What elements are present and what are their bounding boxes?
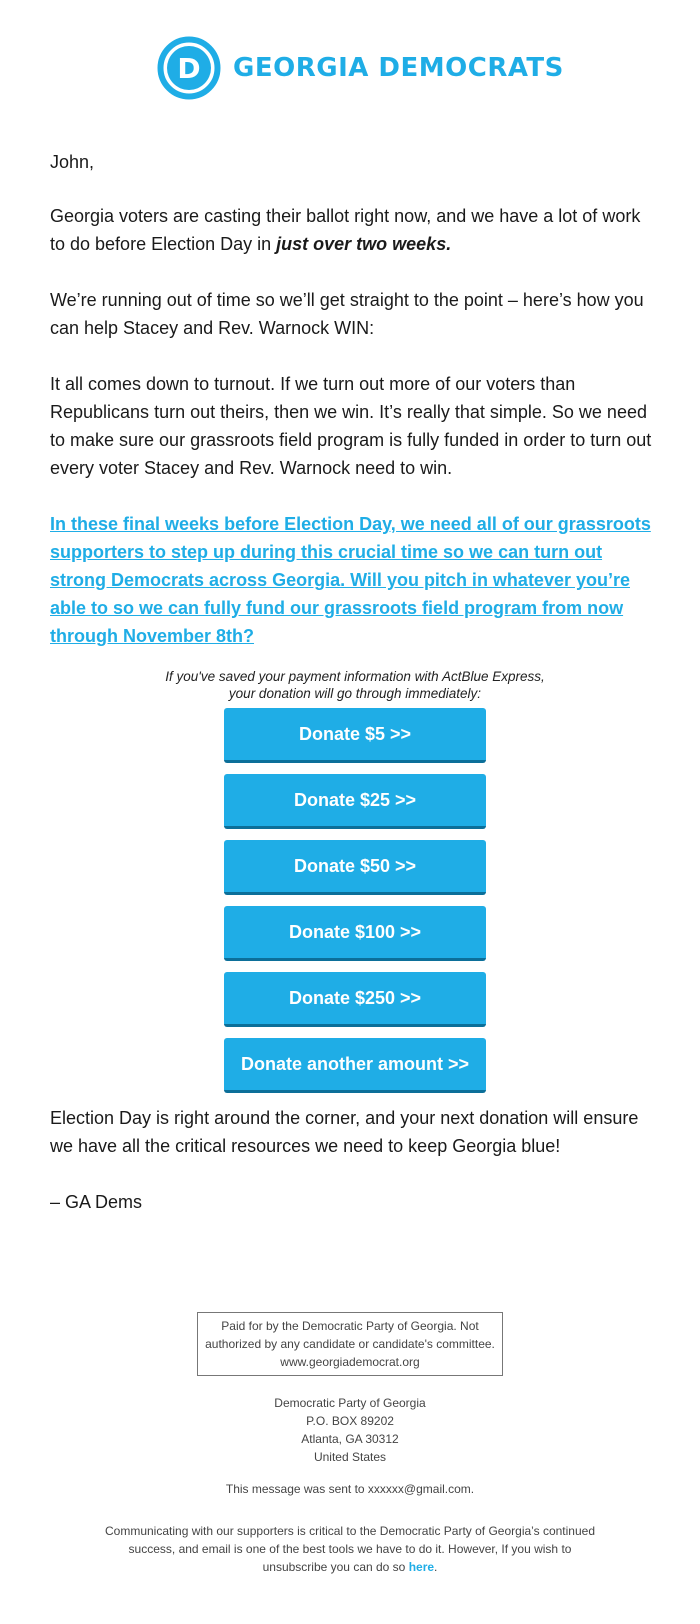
paid-for-line: Paid for by the Democratic Party of Georgia. Not (221, 1319, 479, 1333)
address-line: Democratic Party of Georgia (274, 1396, 426, 1410)
paragraph-closing: Election Day is right around the corner, and your next donation will ensure we have all the critical resources we need to keep Georgia blue! (50, 1108, 639, 1156)
actblue-note-line: your donation will go through immediately: (228, 686, 482, 701)
paid-for-website: www.georgiademocrat.org (280, 1355, 420, 1369)
donate-25-button[interactable]: Donate $25 >> (224, 774, 486, 829)
unsubscribe-end: . (434, 1560, 438, 1574)
logo-letter: D (177, 52, 201, 85)
brand-name: GEORGIA DEMOCRATS (233, 53, 564, 83)
unsubscribe-line: Communicating with our supporters is critical to the Democratic Party of Georgia’s continued (105, 1524, 595, 1538)
salutation: John, (50, 152, 95, 172)
sent-to-prefix: This message was sent to (225, 1482, 368, 1496)
donate-250-button[interactable]: Donate $250 >> (224, 972, 486, 1027)
donate-other-amount-button[interactable]: Donate another amount >> (224, 1038, 486, 1093)
address-line: Atlanta, GA 30312 (301, 1432, 399, 1446)
paid-for-disclaimer (197, 1312, 503, 1376)
address-line: P.O. BOX 89202 (306, 1414, 394, 1428)
paragraph-ballot-emphasis: just over two weeks. (276, 234, 452, 254)
recipient-email: xxxxxx@gmail.com (367, 1482, 471, 1496)
donate-button-list (50, 708, 660, 1104)
donate-100-button[interactable]: Donate $100 >> (224, 906, 486, 961)
donate-5-button[interactable]: Donate $5 >> (224, 708, 486, 763)
email-body (50, 148, 660, 1244)
unsubscribe-text: unsubscribe you can do so (262, 1560, 409, 1574)
paragraph-turnout: It all comes down to turnout. If we turn out more of our voters than Republicans turn out theirs, then we win. It’s really that simple. So we need to make sure our grassroots field program is fully funded in order to turn out every voter Stacey and Rev. Warnock need to win. (50, 374, 652, 478)
paragraph-ballot-text: Georgia voters are casting their ballot right now, and we have a lot of work to do before Election Day in (50, 206, 641, 254)
mailing-address (0, 1394, 700, 1466)
cta-donate-link[interactable]: In these final weeks before Election Day, we need all of our grassroots supporters to step up during this crucial time so we can turn out strong Democrats across Georgia. Will you pitch in whatever you’re able to so we can fully fund our grassroots field program from now through November 8th? (50, 514, 651, 646)
address-line: United States (313, 1450, 387, 1464)
actblue-note (50, 668, 660, 702)
donate-50-button[interactable]: Donate $50 >> (224, 840, 486, 895)
paragraph-point: We’re running out of time so we’ll get straight to the point – here’s how you can help Stacey and Rev. Warnock WIN: (50, 290, 644, 338)
sent-to-suffix: . (470, 1482, 475, 1496)
unsubscribe-link[interactable]: here (408, 1560, 435, 1574)
actblue-note-line: If you've saved your payment information with ActBlue Express, (165, 669, 545, 684)
unsubscribe-line: success, and email is one of the best tools we have to do it. However, If you wish to (128, 1542, 572, 1556)
unsubscribe-line-final (100, 1558, 600, 1576)
paragraph-ballot (50, 202, 660, 258)
democrats-d-logo-icon (157, 36, 221, 100)
sent-to-notice (0, 1480, 700, 1498)
brand-logo[interactable] (157, 36, 564, 100)
unsubscribe-notice (100, 1522, 600, 1576)
footer (0, 1312, 700, 1576)
paid-for-line: authorized by any candidate or candidate's committee. (205, 1337, 495, 1351)
signature: – GA Dems (50, 1192, 143, 1212)
